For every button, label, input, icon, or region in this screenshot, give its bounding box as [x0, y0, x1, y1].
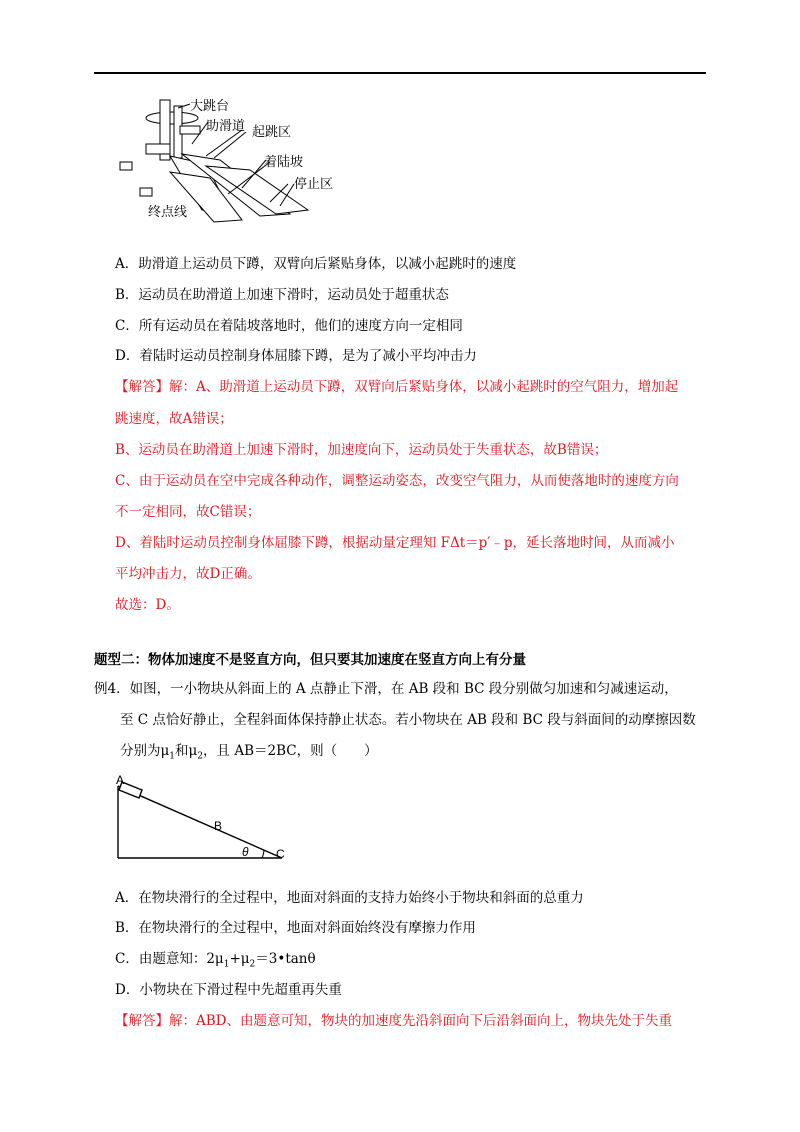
label-a: A	[116, 773, 125, 787]
q1-option-d: D．着陆时运动员控制身体屈膝下蹲，是为了减小平均冲击力	[115, 348, 477, 364]
header-rule	[94, 72, 706, 74]
answer1-line8: 故选：D。	[115, 597, 180, 613]
answer1-line5: 不一定相同，故C错误；	[115, 504, 261, 520]
answer1-line2: 跳速度，故A错误；	[115, 411, 233, 427]
q1-option-a: A．助滑道上运动员下蹲，双臂向后紧贴身体，以减小起跳时的速度	[115, 256, 517, 272]
answer1-line6: D、着陆时运动员控制身体屈膝下蹲，根据动量定理知 FΔt＝p′﹣p，延长落地时间，从而减小	[115, 535, 675, 551]
q1-option-b: B．运动员在助滑道上加速下滑时，运动员处于超重状态	[115, 287, 449, 303]
label-c: C	[276, 847, 285, 861]
q1-option-c: C．所有运动员在着陆坡落地时，他们的速度方向一定相同	[115, 318, 463, 334]
label-b: B	[214, 819, 223, 833]
section-title: 题型二：物体加速度不是竖直方向，但只要其加速度在竖直方向上有分量	[94, 652, 526, 668]
q4-option-c: C．由题意知：$2\mu_1+\mu_2=3•\tan\theta$	[115, 951, 316, 970]
label-takeoff: 起跳区	[252, 124, 292, 139]
label-inrun: 助滑道	[206, 118, 246, 133]
answer4-line1: 【解答】解：ABD、由题意可知，物块的加速度先沿斜面向下后沿斜面向上，物块先处于失重	[115, 1013, 672, 1029]
label-finish: 终点线	[148, 204, 188, 219]
q4-option-b: B．在物块滑行的全过程中，地面对斜面始终没有摩擦力作用	[115, 920, 476, 936]
incline-figure	[112, 772, 297, 864]
label-tower: 大跳台	[190, 98, 230, 113]
label-landing: 着陆坡	[264, 154, 304, 169]
label-stop: 停止区	[294, 176, 334, 191]
example4-line3: 分别为$\mu_1$和$\mu_2$，且 AB＝2BC，则（ ）	[120, 743, 378, 762]
q4-option-d: D．小物块在下滑过程中先超重再失重	[115, 982, 342, 998]
answer1-line1: 【解答】解：A、助滑道上运动员下蹲，双臂向后紧贴身体，以减小起跳时的空气阻力，增加起	[115, 379, 679, 395]
ski-jump-figure	[110, 92, 360, 232]
q4-option-a: A．在物块滑行的全过程中，地面对斜面的支持力始终小于物块和斜面的总重力	[115, 890, 584, 906]
example4-line1: 例4．如图，一小物块从斜面上的 A 点静止下滑，在 AB 段和 BC 段分别做匀加速和匀减速运动，	[94, 681, 678, 697]
label-theta: θ	[242, 845, 249, 859]
answer1-line4: C、由于运动员在空中完成各种动作，调整运动姿态，改变空气阻力，从而使落地时的速度方向	[115, 473, 679, 489]
example4-line2: 至 C 点恰好静止，全程斜面体保持静止状态。若小物块在 AB 段和 BC 段与斜面间的动摩擦因数	[120, 712, 696, 728]
answer1-line7: 平均冲击力，故D正确。	[115, 566, 261, 582]
answer1-line3: B、运动员在助滑道上加速下滑时，加速度向下，运动员处于失重状态，故B错误；	[115, 442, 608, 458]
